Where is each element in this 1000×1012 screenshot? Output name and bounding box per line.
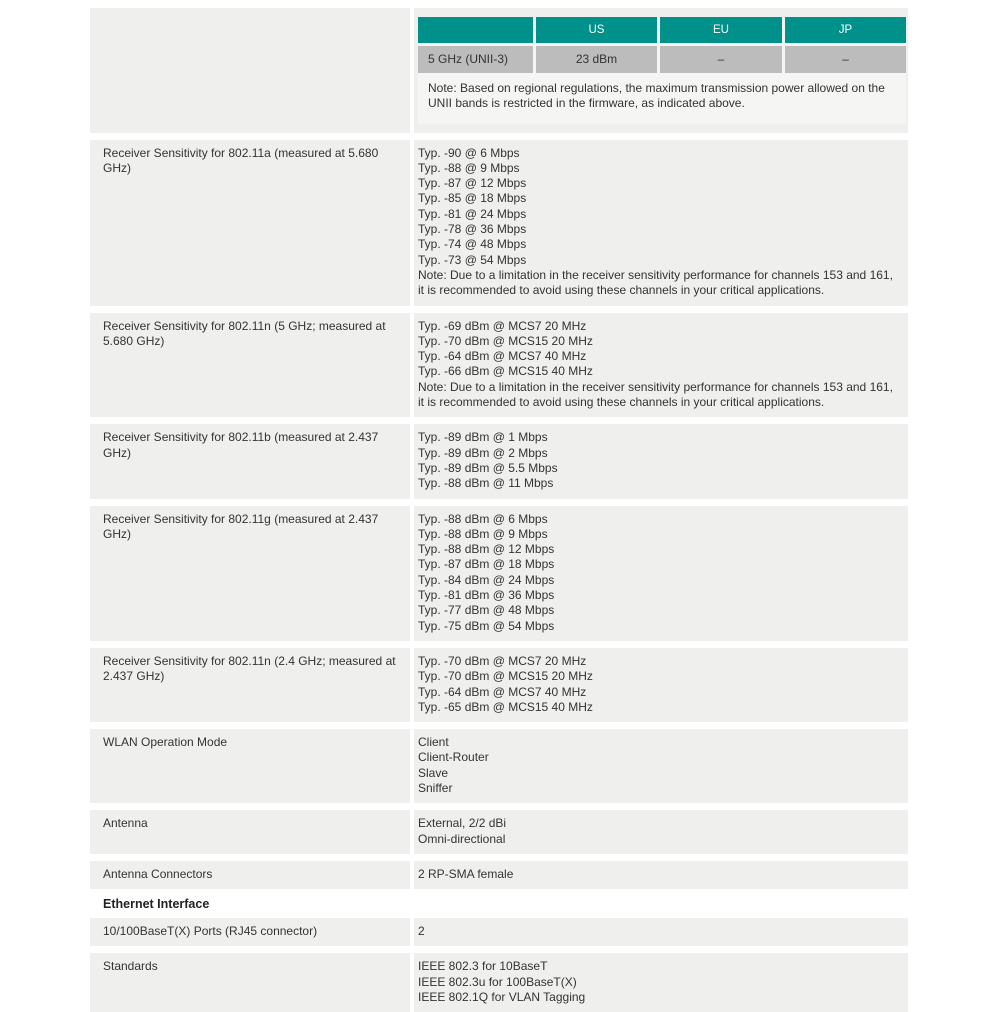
spec-values [414, 953, 908, 1012]
spec-values [414, 648, 908, 722]
spec-note: Note: Due to a limitation in the receiver sensitivity performance for channels 153 and 161, it is recommended to avoid using these channels in your critical applications. [418, 267, 893, 298]
spec-value-line: IEEE 802.3u for 100BaseT(X) [418, 974, 577, 989]
spec-label: Receiver Sensitivity for 802.11a (measured at 5.680 GHz) [90, 140, 410, 306]
tx-power-cell-us: 23 dBm [536, 46, 657, 73]
spec-value-line: Typ. -89 dBm @ 1 Mbps [418, 430, 548, 445]
spec-label: Standards [90, 953, 410, 1012]
spec-values [414, 313, 908, 418]
spec-label: Antenna [90, 810, 410, 854]
spec-values [414, 810, 908, 854]
spec-value-line: 2 [418, 924, 425, 939]
spec-value-line: Typ. -89 dBm @ 2 Mbps [418, 445, 548, 460]
spec-value-line: Sniffer [418, 780, 453, 795]
spec-row [90, 424, 908, 498]
spec-label: Receiver Sensitivity for 802.11b (measured at 2.437 GHz) [90, 424, 410, 498]
tx-power-note: Note: Based on regional regulations, the maximum transmission power allowed on the UNII bands is restricted in the firmware, as indicated above. [428, 81, 885, 111]
spec-value-line: Client-Router [418, 750, 489, 765]
ethernet-spec-rows [90, 918, 908, 1012]
spec-value-line: 2 RP-SMA female [418, 866, 514, 881]
spec-value-line: Client [418, 735, 449, 750]
spec-note: Note: Due to a limitation in the receiver sensitivity performance for channels 153 and 161, it is recommended to avoid using these channels in your critical applications. [418, 379, 893, 410]
spec-values [414, 424, 908, 498]
spec-value-line: External, 2/2 dBi [418, 816, 507, 831]
spec-value-line: Typ. -88 @ 9 Mbps [418, 160, 520, 175]
tx-power-row-label-blank [90, 8, 410, 133]
spec-row [90, 140, 908, 306]
spec-value-line: Typ. -64 dBm @ MCS7 40 MHz [418, 349, 587, 364]
spec-value-line: Slave [418, 765, 449, 780]
spec-values [414, 506, 908, 641]
spec-value-line: Typ. -88 dBm @ 12 Mbps [418, 542, 555, 557]
spec-value-line: Typ. -64 dBm @ MCS7 40 MHz [418, 684, 587, 699]
spec-row [90, 313, 908, 418]
spec-value-line: Typ. -88 dBm @ 6 Mbps [418, 511, 548, 526]
spec-label: Receiver Sensitivity for 802.11n (2.4 GHz; measured at 2.437 GHz) [90, 648, 410, 722]
spec-value-line: Typ. -88 dBm @ 11 Mbps [418, 476, 554, 491]
spec-value-line: Typ. -87 @ 12 Mbps [418, 176, 527, 191]
spec-value-line: Typ. -87 dBm @ 18 Mbps [418, 557, 555, 572]
spec-value-line: Omni-directional [418, 831, 506, 846]
spec-value-line: Typ. -73 @ 54 Mbps [418, 252, 527, 267]
spec-label: Receiver Sensitivity for 802.11g (measured at 2.437 GHz) [90, 506, 410, 641]
tx-power-table [418, 17, 906, 73]
spec-value-line: Typ. -90 @ 6 Mbps [418, 145, 520, 160]
spec-values [414, 729, 908, 803]
spec-label: WLAN Operation Mode [90, 729, 410, 803]
tx-power-header-eu: EU [660, 17, 782, 43]
spec-row [90, 861, 908, 889]
datasheet-page [90, 8, 908, 1012]
spec-value-line: Typ. -81 dBm @ 36 Mbps [418, 588, 555, 603]
spec-value-line: Typ. -89 dBm @ 5.5 Mbps [418, 460, 558, 475]
spec-values [414, 140, 908, 306]
spec-value-line: Typ. -69 dBm @ MCS7 20 MHz [418, 318, 587, 333]
spec-row [90, 506, 908, 641]
spec-row [90, 810, 908, 854]
spec-value-line: Typ. -77 dBm @ 48 Mbps [418, 603, 555, 618]
tx-power-cell-band: 5 GHz (UNII-3) [418, 46, 533, 73]
spec-value-line: Typ. -84 dBm @ 24 Mbps [418, 572, 555, 587]
spec-row [90, 648, 908, 722]
tx-power-header-blank [418, 17, 533, 43]
spec-value-line: Typ. -70 dBm @ MCS15 20 MHz [418, 669, 593, 684]
tx-power-cell-jp: – [785, 46, 906, 73]
spec-row [90, 729, 908, 803]
spec-value-line: Typ. -88 dBm @ 9 Mbps [418, 526, 548, 541]
spec-row [90, 918, 908, 946]
spec-value-line: Typ. -78 @ 36 Mbps [418, 222, 527, 237]
spec-value-line: Typ. -66 dBm @ MCS15 40 MHz [418, 364, 593, 379]
spec-value-line: Typ. -75 dBm @ 54 Mbps [418, 618, 555, 633]
spec-value-line: Typ. -81 @ 24 Mbps [418, 206, 527, 221]
spec-value-line: IEEE 802.3 for 10BaseT [418, 959, 548, 974]
wireless-spec-rows [90, 140, 908, 890]
spec-label: Antenna Connectors [90, 861, 410, 889]
spec-value-line: Typ. -74 @ 48 Mbps [418, 237, 527, 252]
tx-power-header-jp: JP [785, 17, 906, 43]
spec-value-line: Typ. -70 dBm @ MCS7 20 MHz [418, 653, 587, 668]
spec-row [90, 953, 908, 1012]
spec-value-line: Typ. -85 @ 18 Mbps [418, 191, 527, 206]
tx-power-table-panel [418, 17, 906, 124]
spec-value-line: IEEE 802.1Q for VLAN Tagging [418, 990, 586, 1005]
spec-label: Receiver Sensitivity for 802.11n (5 GHz; measured at 5.680 GHz) [90, 313, 410, 418]
spec-values [414, 861, 908, 889]
tx-power-header-us: US [536, 17, 657, 43]
tx-power-cell-eu: – [660, 46, 782, 73]
spec-label: 10/100BaseT(X) Ports (RJ45 connector) [90, 918, 410, 946]
spec-value-line: Typ. -70 dBm @ MCS15 20 MHz [418, 333, 593, 348]
tx-power-row-value [414, 8, 908, 133]
tx-power-row [90, 8, 908, 133]
spec-value-line: Typ. -65 dBm @ MCS15 40 MHz [418, 699, 593, 714]
spec-values [414, 918, 908, 946]
ethernet-section-title: Ethernet Interface [103, 897, 210, 912]
